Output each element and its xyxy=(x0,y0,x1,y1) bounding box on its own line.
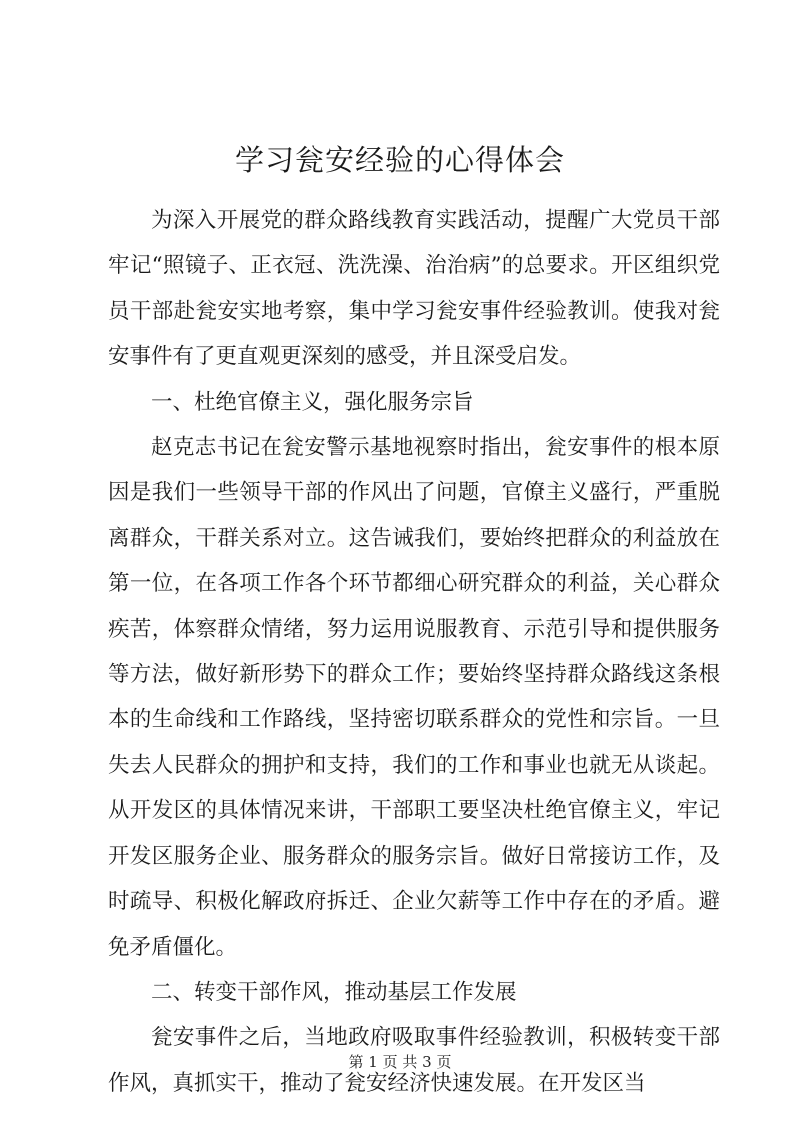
section-heading-1: 一、杜绝官僚主义，强化服务宗旨 xyxy=(151,389,474,415)
page-number-footer: 第 1 页 共 3 页 xyxy=(348,1053,452,1071)
document-title: 学习瓮安经验的心得体会 xyxy=(234,143,565,177)
document-body xyxy=(108,198,720,1106)
paragraph-section-2: 瓮安事件之后，当地政府吸取事件经验教训，积极转变干部作风，真抓实干，推动了瓮安经济快速发展。在开发区当 xyxy=(108,1025,720,1096)
paragraph-section-1: 赵克志书记在瓮安警示基地视察时指出，瓮安事件的根本原因是我们一些领导干部的作风出了问题，官僚主义盛行，严重脱离群众，干群关系对立。这告诫我们，要始终把群众的利益放在第一位，在各项工作各个环节都细心研究群众的利益，关心群众疾苦，体察群众情绪，努力运用说服教育、示范引导和提供服务等方法，做好新形势下的群众工作；要始终坚持群众路线这条根本的生命线和工作路线，坚持密切联系群众的党性和宗旨。一旦失去人民群众的拥护和支持，我们的工作和事业也就无从谈起。从开发区的具体情况来讲，干部职工要坚决杜绝官僚主义，牢记开发区服务企业、服务群众的服务宗旨。做好日常接访工作，及时疏导、积极化解政府拆迁、企业欠薪等工作中存在的矛盾。避免矛盾僵化。 xyxy=(108,435,720,960)
paragraph-intro: 为深入开展党的群众路线教育实践活动，提醒广大党员干部牢记“照镜子、正衣冠、洗洗澡、治治病”的总要求。开区组织党员干部赴瓮安实地考察，集中学习瓮安事件经验教训。使我对瓮安事件有了更直观更深刻的感受，并且深受启发。 xyxy=(108,208,720,370)
section-heading-2: 二、转变干部作风，推动基层工作发展 xyxy=(151,979,517,1005)
